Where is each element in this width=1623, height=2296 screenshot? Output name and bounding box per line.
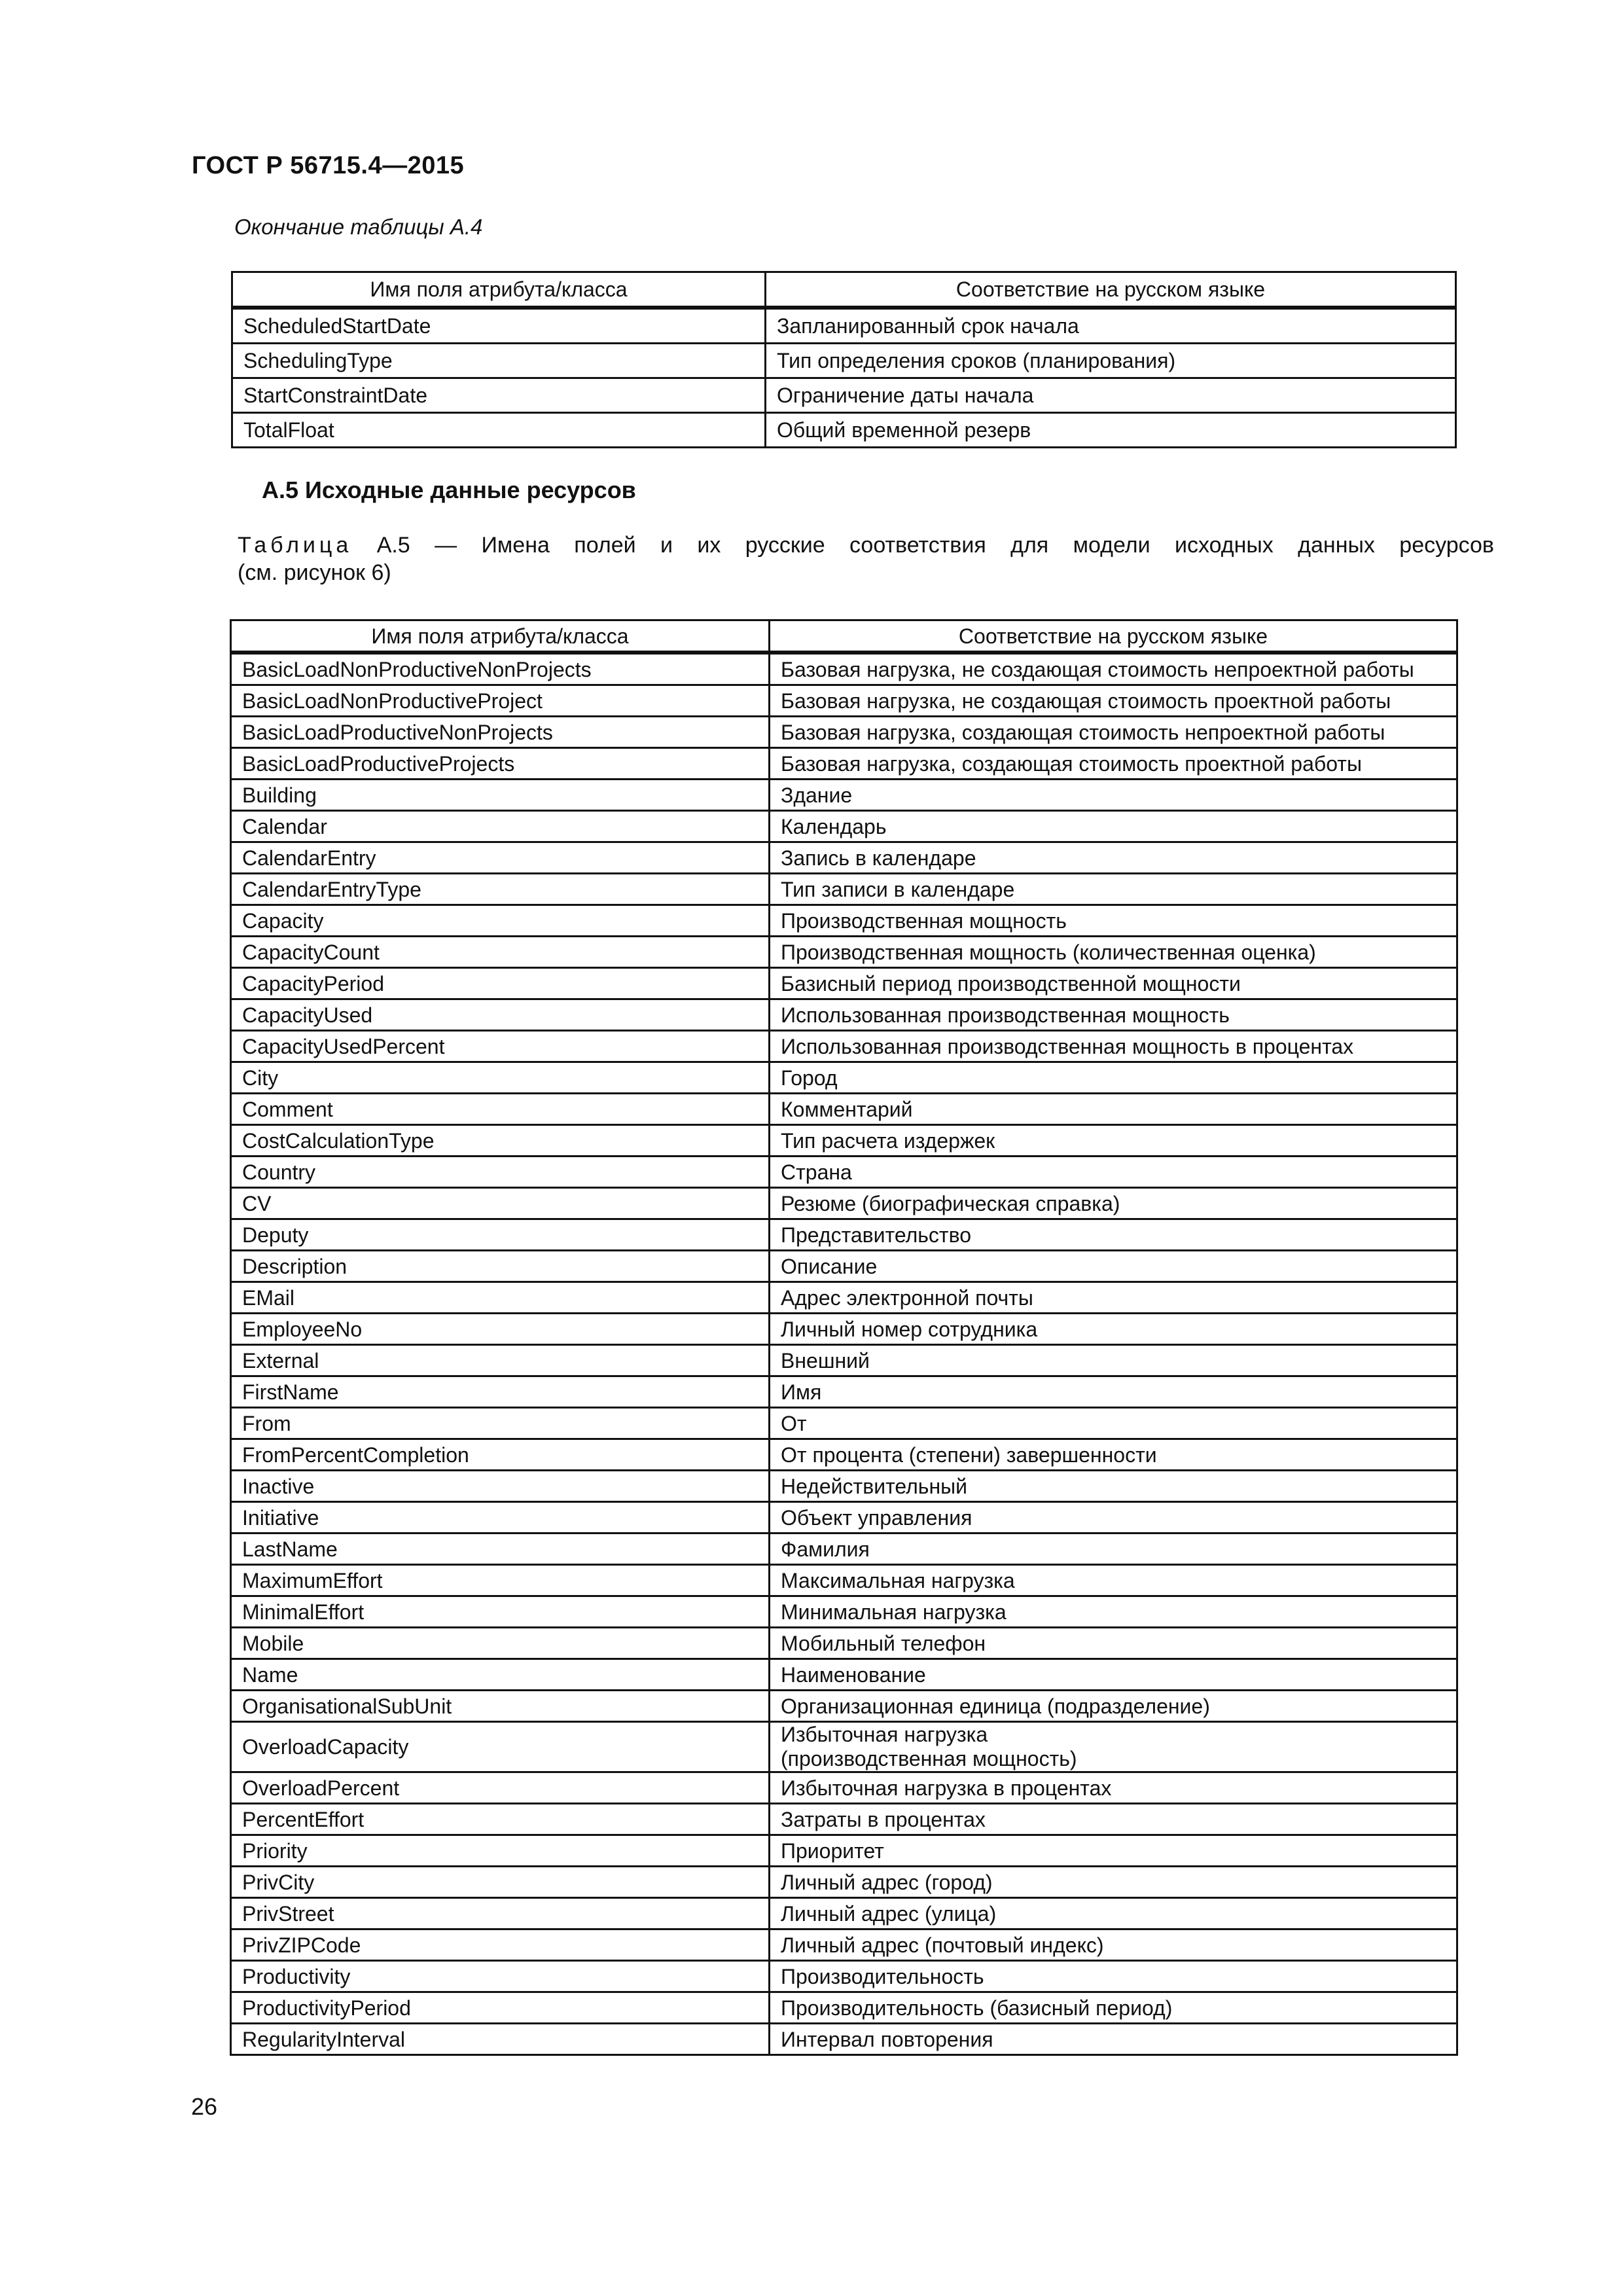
table-row — [231, 685, 1457, 717]
table-row — [231, 717, 1457, 748]
russian-equivalent-cell: Внешний — [770, 1345, 1457, 1376]
russian-equivalent-cell: Максимальная нагрузка — [770, 1565, 1457, 1596]
field-name-cell: FromPercentCompletion — [231, 1439, 770, 1471]
field-name-cell: Deputy — [231, 1219, 770, 1251]
table-row — [231, 1929, 1457, 1961]
russian-equivalent-cell: Избыточная нагрузка в процентах — [770, 1772, 1457, 1804]
russian-equivalent-cell: Имя — [770, 1376, 1457, 1408]
table-caption-line-2: (см. рисунок 6) — [238, 560, 391, 585]
table-caption — [238, 531, 1494, 586]
field-name-cell: EMail — [231, 1282, 770, 1314]
document-header: ГОСТ Р 56715.4—2015 — [192, 152, 465, 179]
table-row — [231, 1471, 1457, 1502]
table-row — [231, 1534, 1457, 1565]
field-name-cell: Capacity — [231, 905, 770, 937]
field-name-cell: CapacityUsed — [231, 999, 770, 1031]
table-row — [231, 1628, 1457, 1659]
russian-equivalent-cell: Наименование — [770, 1659, 1457, 1691]
table-row — [231, 1376, 1457, 1408]
field-name-cell: PercentEffort — [231, 1804, 770, 1835]
table-header-row — [232, 272, 1456, 308]
table-caption-label: Таблица — [238, 533, 353, 558]
russian-equivalent-cell: Фамилия — [770, 1534, 1457, 1565]
caption-word: данных — [1298, 533, 1375, 558]
table-row — [231, 1251, 1457, 1282]
field-name-cell: Inactive — [231, 1471, 770, 1502]
russian-equivalent-cell: Избыточная нагрузка (производственная мощность) — [770, 1722, 1457, 1772]
table-row — [232, 378, 1456, 413]
russian-equivalent-cell: Интервал повторения — [770, 2024, 1457, 2055]
field-name-cell: Initiative — [231, 1502, 770, 1534]
caption-word: ресурсов — [1399, 533, 1494, 558]
russian-equivalent-cell: Ограничение даты начала — [766, 378, 1456, 413]
table-row — [231, 1835, 1457, 1867]
russian-equivalent-cell: Здание — [770, 780, 1457, 811]
russian-equivalent-cell: Личный адрес (город) — [770, 1867, 1457, 1898]
field-name-cell: RegularityInterval — [231, 2024, 770, 2055]
russian-equivalent-cell: Производственная мощность (количественная оценка) — [770, 937, 1457, 968]
table-row — [231, 1157, 1457, 1188]
field-name-cell: CalendarEntry — [231, 842, 770, 874]
russian-equivalent-cell: Тип расчета издержек — [770, 1125, 1457, 1157]
field-name-cell: CapacityUsedPercent — [231, 1031, 770, 1062]
caption-word: полей — [574, 533, 636, 558]
table-row — [231, 748, 1457, 780]
caption-word: исходных — [1174, 533, 1274, 558]
table-row — [231, 1898, 1457, 1929]
field-name-cell: EmployeeNo — [231, 1314, 770, 1345]
section-heading: А.5 Исходные данные ресурсов — [262, 476, 636, 503]
table-row — [231, 1094, 1457, 1125]
field-name-cell: BasicLoadProductiveProjects — [231, 748, 770, 780]
field-name-cell: CalendarEntryType — [231, 874, 770, 905]
page-number: 26 — [191, 2093, 218, 2120]
caption-word: их — [697, 533, 721, 558]
column-header-russian: Соответствие на русском языке — [766, 272, 1456, 308]
russian-equivalent-cell: Страна — [770, 1157, 1457, 1188]
table-row — [232, 344, 1456, 378]
table-row — [231, 2024, 1457, 2055]
russian-equivalent-cell: Производственная мощность — [770, 905, 1457, 937]
field-name-cell: CV — [231, 1188, 770, 1219]
russian-equivalent-cell: Тип записи в календаре — [770, 874, 1457, 905]
table-row — [231, 1659, 1457, 1691]
table-row — [231, 1188, 1457, 1219]
russian-equivalent-cell: Производительность (базисный период) — [770, 1992, 1457, 2024]
russian-equivalent-cell: Резюме (биографическая справка) — [770, 1188, 1457, 1219]
table-row — [231, 1772, 1457, 1804]
table-row — [231, 1031, 1457, 1062]
table-row — [231, 968, 1457, 999]
field-name-cell: ScheduledStartDate — [232, 308, 766, 344]
russian-equivalent-cell: Использованная производственная мощность в процентах — [770, 1031, 1457, 1062]
field-name-cell: City — [231, 1062, 770, 1094]
field-name-cell: PrivStreet — [231, 1898, 770, 1929]
table-row — [231, 811, 1457, 842]
table-row — [231, 1219, 1457, 1251]
column-header-field-name: Имя поля атрибута/класса — [232, 272, 766, 308]
caption-word: и — [660, 533, 673, 558]
table-a4 — [231, 271, 1457, 448]
field-name-cell: Mobile — [231, 1628, 770, 1659]
russian-equivalent-cell: Тип определения сроков (планирования) — [766, 344, 1456, 378]
table-row — [231, 1125, 1457, 1157]
russian-equivalent-cell: Описание — [770, 1251, 1457, 1282]
russian-equivalent-cell: Приоритет — [770, 1835, 1457, 1867]
table-row — [231, 653, 1457, 685]
russian-equivalent-cell: Объект управления — [770, 1502, 1457, 1534]
russian-equivalent-cell: Базовая нагрузка, создающая стоимость проектной работы — [770, 748, 1457, 780]
russian-equivalent-cell: Личный адрес (почтовый индекс) — [770, 1929, 1457, 1961]
table-row — [231, 1961, 1457, 1992]
russian-equivalent-cell: Представительство — [770, 1219, 1457, 1251]
caption-word: Имена — [481, 533, 550, 558]
table-row — [231, 1439, 1457, 1471]
field-name-cell: External — [231, 1345, 770, 1376]
russian-equivalent-cell: От процента (степени) завершенности — [770, 1439, 1457, 1471]
russian-equivalent-cell: Адрес электронной почты — [770, 1282, 1457, 1314]
field-name-cell: Calendar — [231, 811, 770, 842]
russian-equivalent-cell: Базовая нагрузка, не создающая стоимость проектной работы — [770, 685, 1457, 717]
field-name-cell: StartConstraintDate — [232, 378, 766, 413]
field-name-cell: Building — [231, 780, 770, 811]
caption-word: модели — [1073, 533, 1150, 558]
russian-equivalent-cell: Календарь — [770, 811, 1457, 842]
field-name-cell: LastName — [231, 1534, 770, 1565]
field-name-cell: MinimalEffort — [231, 1596, 770, 1628]
column-header-russian: Соответствие на русском языке — [770, 620, 1457, 653]
table-header-row — [231, 620, 1457, 653]
table-row — [231, 874, 1457, 905]
russian-equivalent-cell: Личный номер сотрудника — [770, 1314, 1457, 1345]
table-row — [231, 1314, 1457, 1345]
russian-equivalent-cell: Общий временной резерв — [766, 413, 1456, 448]
table-row — [231, 1722, 1457, 1772]
field-name-cell: Description — [231, 1251, 770, 1282]
table-a5 — [230, 619, 1458, 2056]
field-name-cell: MaximumEffort — [231, 1565, 770, 1596]
table-row — [231, 1282, 1457, 1314]
field-name-cell: OverloadCapacity — [231, 1722, 770, 1772]
russian-equivalent-cell: Недействительный — [770, 1471, 1457, 1502]
table-continuation-label: Окончание таблицы А.4 — [234, 215, 483, 239]
field-name-cell: Name — [231, 1659, 770, 1691]
field-name-cell: From — [231, 1408, 770, 1439]
caption-word: А.5 — [376, 533, 410, 558]
russian-equivalent-cell: Минимальная нагрузка — [770, 1596, 1457, 1628]
table-row — [231, 1565, 1457, 1596]
russian-equivalent-cell: Запланированный срок начала — [766, 308, 1456, 344]
russian-equivalent-cell: Личный адрес (улица) — [770, 1898, 1457, 1929]
russian-equivalent-cell: Мобильный телефон — [770, 1628, 1457, 1659]
table-row — [231, 1691, 1457, 1722]
field-name-cell: BasicLoadProductiveNonProjects — [231, 717, 770, 748]
table-row — [231, 842, 1457, 874]
russian-equivalent-cell: Затраты в процентах — [770, 1804, 1457, 1835]
field-name-cell: OverloadPercent — [231, 1772, 770, 1804]
field-name-cell: SchedulingType — [232, 344, 766, 378]
table-row — [231, 937, 1457, 968]
russian-equivalent-cell: Базовая нагрузка, не создающая стоимость непроектной работы — [770, 653, 1457, 685]
russian-equivalent-cell: Использованная производственная мощность — [770, 999, 1457, 1031]
field-name-cell: PrivCity — [231, 1867, 770, 1898]
table-row — [231, 1062, 1457, 1094]
caption-word: соответствия — [849, 533, 986, 558]
field-name-cell: FirstName — [231, 1376, 770, 1408]
field-name-cell: TotalFloat — [232, 413, 766, 448]
table-row — [231, 999, 1457, 1031]
field-name-cell: Country — [231, 1157, 770, 1188]
column-header-field-name: Имя поля атрибута/класса — [231, 620, 770, 653]
table-row — [231, 905, 1457, 937]
table-row — [231, 1867, 1457, 1898]
field-name-cell: Comment — [231, 1094, 770, 1125]
russian-equivalent-cell: Запись в календаре — [770, 842, 1457, 874]
table-row — [231, 1804, 1457, 1835]
field-name-cell: BasicLoadNonProductiveNonProjects — [231, 653, 770, 685]
russian-equivalent-cell: Производительность — [770, 1961, 1457, 1992]
field-name-cell: Priority — [231, 1835, 770, 1867]
caption-word: русские — [745, 533, 825, 558]
field-name-cell: Productivity — [231, 1961, 770, 1992]
caption-word: для — [1010, 533, 1049, 558]
russian-equivalent-cell: Базисный период производственной мощности — [770, 968, 1457, 999]
russian-equivalent-cell: Город — [770, 1062, 1457, 1094]
table-row — [231, 1502, 1457, 1534]
table-row — [231, 1408, 1457, 1439]
russian-equivalent-cell: От — [770, 1408, 1457, 1439]
caption-word: — — [435, 533, 457, 558]
table-row — [232, 308, 1456, 344]
table-row — [231, 1596, 1457, 1628]
russian-equivalent-cell: Организационная единица (подразделение) — [770, 1691, 1457, 1722]
table-row — [232, 413, 1456, 448]
table-caption-line-1 — [238, 531, 1494, 559]
field-name-cell: BasicLoadNonProductiveProject — [231, 685, 770, 717]
field-name-cell: CostCalculationType — [231, 1125, 770, 1157]
table-row — [231, 1345, 1457, 1376]
field-name-cell: CapacityCount — [231, 937, 770, 968]
field-name-cell: OrganisationalSubUnit — [231, 1691, 770, 1722]
table-row — [231, 1992, 1457, 2024]
russian-equivalent-cell: Базовая нагрузка, создающая стоимость непроектной работы — [770, 717, 1457, 748]
table-row — [231, 780, 1457, 811]
russian-equivalent-cell: Комментарий — [770, 1094, 1457, 1125]
field-name-cell: PrivZIPCode — [231, 1929, 770, 1961]
field-name-cell: ProductivityPeriod — [231, 1992, 770, 2024]
field-name-cell: CapacityPeriod — [231, 968, 770, 999]
